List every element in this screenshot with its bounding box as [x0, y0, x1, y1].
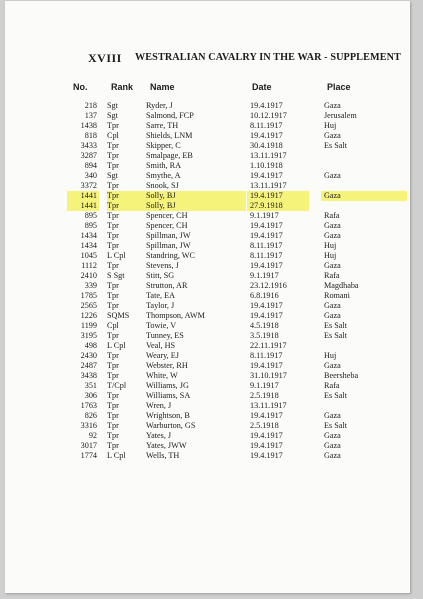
cell-no: 3017: [80, 441, 97, 450]
cell-name: Ryder, J: [146, 101, 173, 110]
cell-place: Gaza: [321, 191, 407, 201]
cell-date: 10.12.1917: [250, 111, 287, 120]
cell-no: 3316: [80, 421, 97, 430]
cell-rank: S Sgt: [107, 271, 125, 280]
cell-no: 1045: [80, 251, 97, 260]
cell-name: Stevens, J: [146, 261, 179, 270]
cell-name: Williams, SA: [146, 391, 191, 400]
column-header-name: Name: [150, 82, 175, 92]
cell-name: White, W: [146, 371, 178, 380]
cell-place: Gaza: [324, 311, 341, 320]
document-page: [5, 1, 410, 593]
column-header-date: Date: [252, 82, 272, 92]
cell-name: Yates, JWW: [146, 441, 187, 450]
column-header-no: No.: [73, 82, 88, 92]
cell-rank: Tpr: [107, 151, 119, 160]
cell-rank: Tpr: [107, 391, 119, 400]
cell-rank: Tpr: [107, 431, 119, 440]
cell-place: Es Salt: [324, 391, 347, 400]
cell-name: Wren, J: [146, 401, 172, 410]
cell-date: 19.4.1917: [250, 311, 283, 320]
table-row: [5, 121, 410, 131]
cell-date: 9.1.1917: [250, 381, 279, 390]
casualty-list: [5, 101, 410, 461]
cell-no: 2430: [80, 351, 97, 360]
cell-rank: Sgt: [107, 171, 118, 180]
cell-date: 8.11.1917: [250, 251, 283, 260]
cell-place: Gaza: [324, 361, 341, 370]
cell-no: 92: [88, 431, 97, 440]
cell-no: 1199: [80, 321, 97, 330]
cell-place: Rafa: [324, 381, 340, 390]
cell-rank: Tpr: [107, 261, 119, 270]
cell-no: 3372: [80, 181, 97, 190]
page-number: XVIII: [88, 51, 122, 65]
cell-rank: Tpr: [107, 121, 119, 130]
cell-no: 1112: [81, 261, 97, 270]
cell-date: 19.4.1917: [250, 451, 283, 460]
cell-name: Stitt, SG: [146, 271, 175, 280]
cell-date: 19.4.1917: [250, 231, 283, 240]
cell-date: 2.5.1918: [250, 391, 279, 400]
cell-no: 818: [84, 131, 97, 140]
cell-place: Gaza: [324, 231, 341, 240]
table-row: [5, 411, 410, 421]
cell-date: 8.11.1917: [250, 121, 283, 130]
cell-name: Williams, JG: [146, 381, 189, 390]
cell-name: Spencer, CH: [146, 211, 188, 220]
cell-place: Huj: [324, 241, 337, 250]
table-row: [5, 401, 410, 411]
cell-no: 218: [84, 101, 97, 110]
table-row: [5, 341, 410, 351]
cell-date: 22.11.1917: [250, 341, 287, 350]
cell-place: Beersheba: [324, 371, 359, 380]
cell-name: Spencer, CH: [146, 221, 188, 230]
cell-rank: Cpl: [107, 321, 119, 330]
table-row: [5, 281, 410, 291]
cell-rank: Tpr: [107, 181, 119, 190]
table-row: [5, 151, 410, 161]
cell-date: 9.1.1917: [250, 211, 279, 220]
cell-rank: Tpr: [107, 141, 119, 150]
table-row: [5, 231, 410, 241]
cell-rank: Tpr: [107, 281, 119, 290]
cell-date: 13.11.1917: [250, 401, 287, 410]
cell-place: Gaza: [324, 411, 341, 420]
cell-date: 8.11.1917: [250, 241, 283, 250]
cell-name: Yates, J: [146, 431, 172, 440]
cell-date: 6.8.1916: [250, 291, 279, 300]
cell-rank: L Cpl: [107, 251, 126, 260]
cell-name: Smith, RA: [146, 161, 182, 170]
cell-date: 13.11.1917: [250, 151, 287, 160]
cell-name: Smythe, A: [146, 171, 181, 180]
cell-place: Jerusalem: [324, 111, 357, 120]
cell-no: 1785: [80, 291, 97, 300]
cell-date: 30.4.1918: [250, 141, 283, 150]
cell-name: Solly, BJ: [146, 191, 246, 201]
cell-no: 1434: [80, 241, 97, 250]
cell-no: 3195: [80, 331, 97, 340]
cell-no: 306: [84, 391, 97, 400]
cell-name: Wrightson, B: [146, 411, 190, 420]
table-row: [5, 171, 410, 181]
cell-date: 19.4.1917: [250, 261, 283, 270]
cell-rank: Tpr: [107, 301, 119, 310]
cell-no: 895: [84, 211, 97, 220]
cell-place: Es Salt: [324, 421, 347, 430]
cell-rank: Tpr: [107, 191, 147, 201]
cell-place: Gaza: [324, 301, 341, 310]
cell-no: 826: [84, 411, 97, 420]
cell-name: Thompson, AWM: [146, 311, 205, 320]
cell-name: Smalpage, EB: [146, 151, 193, 160]
cell-date: 19.4.1917: [250, 361, 283, 370]
cell-date: 19.4.1917: [250, 411, 283, 420]
cell-rank: L Cpl: [107, 341, 126, 350]
cell-rank: Sgt: [107, 111, 118, 120]
cell-rank: Tpr: [107, 361, 119, 370]
table-row: [5, 301, 410, 311]
cell-rank: Sgt: [107, 101, 118, 110]
table-row: [5, 441, 410, 451]
cell-date: 19.4.1917: [250, 301, 283, 310]
cell-rank: Tpr: [107, 401, 119, 410]
cell-no: 498: [84, 341, 97, 350]
cell-date: 31.10.1917: [250, 371, 287, 380]
cell-rank: T/Cpl: [107, 381, 127, 390]
cell-place: Gaza: [324, 261, 341, 270]
cell-no: 894: [84, 161, 97, 170]
table-row: [5, 181, 410, 191]
cell-no: 895: [84, 221, 97, 230]
cell-no: 2410: [80, 271, 97, 280]
cell-rank: Tpr: [107, 221, 119, 230]
table-row: [5, 221, 410, 231]
cell-place: Rafa: [324, 271, 340, 280]
cell-name: Spillman, JW: [146, 241, 191, 250]
cell-name: Solly, BJ: [146, 201, 246, 211]
cell-date: 19.4.1917: [250, 171, 283, 180]
cell-no: 339: [84, 281, 97, 290]
cell-no: 2487: [80, 361, 97, 370]
table-row: [5, 101, 410, 111]
cell-no: 1441: [67, 191, 99, 201]
cell-no: 1441: [67, 201, 99, 211]
table-row: [5, 381, 410, 391]
cell-name: Strutton, AR: [146, 281, 188, 290]
cell-rank: Tpr: [107, 421, 119, 430]
cell-rank: Tpr: [107, 211, 119, 220]
cell-no: 3433: [80, 141, 97, 150]
cell-date: 19.4.1917: [247, 191, 309, 201]
cell-place: Romani: [324, 291, 350, 300]
cell-no: 351: [84, 381, 97, 390]
table-row: [5, 161, 410, 171]
table-row: [5, 291, 410, 301]
cell-date: 19.4.1917: [250, 131, 283, 140]
cell-name: Taylor, J: [146, 301, 175, 310]
cell-date: 23.12.1916: [250, 281, 287, 290]
table-row-highlighted: [5, 201, 410, 211]
cell-name: Tunney, ES: [146, 331, 184, 340]
column-headers: [5, 82, 410, 94]
cell-place: Es Salt: [324, 331, 347, 340]
cell-date: 1.10.1918: [250, 161, 283, 170]
table-row: [5, 451, 410, 461]
cell-place: Huj: [324, 251, 337, 260]
cell-rank: Tpr: [107, 291, 119, 300]
cell-place: Es Salt: [324, 321, 347, 330]
cell-date: 2.5.1918: [250, 421, 279, 430]
cell-name: Shields, LNM: [146, 131, 193, 140]
table-row: [5, 391, 410, 401]
cell-no: 3438: [80, 371, 97, 380]
cell-place: Gaza: [324, 441, 341, 450]
table-row: [5, 321, 410, 331]
cell-place: Gaza: [324, 131, 341, 140]
table-row: [5, 131, 410, 141]
cell-name: Standring, WC: [146, 251, 195, 260]
cell-place: Huj: [324, 351, 337, 360]
cell-place: Gaza: [324, 221, 341, 230]
cell-rank: Cpl: [107, 131, 119, 140]
cell-no: 340: [84, 171, 97, 180]
cell-name: Spillman, JW: [146, 231, 191, 240]
cell-place: Gaza: [324, 451, 341, 460]
cell-name: Webster, RH: [146, 361, 188, 370]
cell-no: 137: [84, 111, 97, 120]
cell-date: 3.5.1918: [250, 331, 279, 340]
table-row: [5, 271, 410, 281]
cell-place: Gaza: [324, 431, 341, 440]
cell-date: 19.4.1917: [250, 441, 283, 450]
cell-no: 1774: [80, 451, 97, 460]
cell-rank: Tpr: [107, 351, 119, 360]
column-header-place: Place: [327, 82, 351, 92]
cell-name: Tate, EA: [146, 291, 175, 300]
table-row: [5, 261, 410, 271]
cell-rank: Tpr: [107, 331, 119, 340]
cell-no: 1434: [80, 231, 97, 240]
cell-no: 1226: [80, 311, 97, 320]
column-header-rank: Rank: [111, 82, 134, 92]
cell-date: 19.4.1917: [250, 221, 283, 230]
cell-place: Es Salt: [324, 141, 347, 150]
cell-date: 19.4.1917: [250, 431, 283, 440]
table-row-highlighted: [5, 191, 410, 201]
cell-place: Gaza: [324, 101, 341, 110]
cell-name: Wells, TH: [146, 451, 180, 460]
cell-rank: Tpr: [107, 441, 119, 450]
cell-name: Warburton, GS: [146, 421, 196, 430]
cell-name: Snook, SJ: [146, 181, 179, 190]
cell-rank: Tpr: [107, 371, 119, 380]
table-row: [5, 331, 410, 341]
table-row: [5, 211, 410, 221]
cell-date: 13.11.1917: [250, 181, 287, 190]
cell-no: 3287: [80, 151, 97, 160]
table-row: [5, 241, 410, 251]
cell-name: Salmond, FCP: [146, 111, 194, 120]
cell-name: Towie, V: [146, 321, 177, 330]
cell-name: Skipper, C: [146, 141, 181, 150]
cell-name: Weary, EJ: [146, 351, 179, 360]
table-row: [5, 251, 410, 261]
cell-name: Veal, HS: [146, 341, 176, 350]
cell-place: Gaza: [324, 171, 341, 180]
cell-place: Huj: [324, 121, 337, 130]
cell-no: 1763: [80, 401, 97, 410]
cell-date: 27.9.1918: [247, 201, 309, 211]
cell-no: 1438: [80, 121, 97, 130]
table-row: [5, 141, 410, 151]
page-title: WESTRALIAN CAVALRY IN THE WAR - SUPPLEMENT: [135, 52, 401, 63]
table-row: [5, 351, 410, 361]
cell-date: 8.11.1917: [250, 351, 283, 360]
cell-rank: Tpr: [107, 241, 119, 250]
cell-rank: Tpr: [107, 411, 119, 420]
table-row: [5, 111, 410, 121]
table-row: [5, 311, 410, 321]
cell-no: 2565: [80, 301, 97, 310]
table-row: [5, 431, 410, 441]
cell-date: 19.4.1917: [250, 101, 283, 110]
cell-date: 9.1.1917: [250, 271, 279, 280]
cell-rank: L Cpl: [107, 451, 126, 460]
cell-rank: Tpr: [107, 231, 119, 240]
cell-date: 4.5.1918: [250, 321, 279, 330]
cell-rank: Tpr: [107, 201, 147, 211]
cell-place: Magdhaba: [324, 281, 359, 290]
cell-name: Sarre, TH: [146, 121, 179, 130]
cell-rank: SQMS: [107, 311, 130, 320]
table-row: [5, 421, 410, 431]
table-row: [5, 371, 410, 381]
table-row: [5, 361, 410, 371]
cell-rank: Tpr: [107, 161, 119, 170]
cell-place: Rafa: [324, 211, 340, 220]
